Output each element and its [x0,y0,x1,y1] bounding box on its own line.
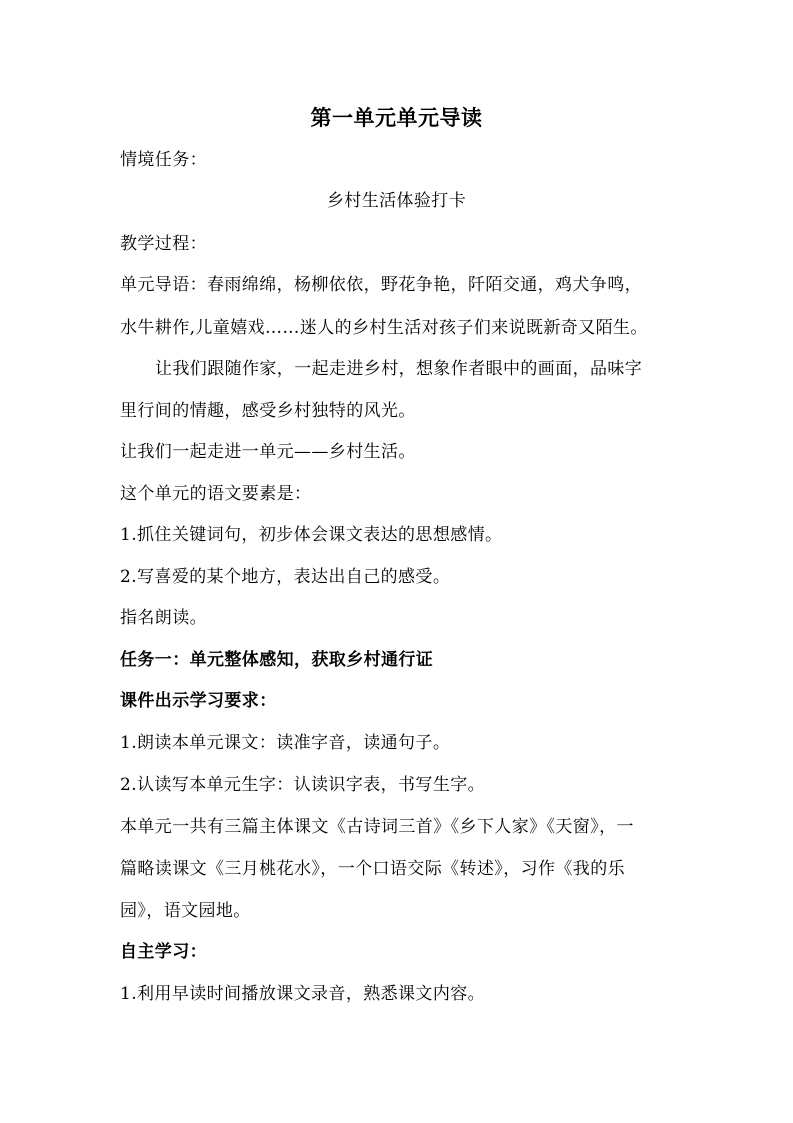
elements-label: 这个单元的语文要素是： [120,484,312,504]
intro-line-3: 让我们跟随作家，一起走进乡村，想象作者眼中的画面，品味字 [155,359,643,379]
situation-task: 乡村生活体验打卡 [326,191,467,211]
enter-unit-line: 让我们一起走进一单元——乡村生活。 [120,442,416,462]
requirements-heading: 课件出示学习要求： [120,691,277,711]
situation-label: 情境任务： [120,150,207,170]
requirement-item-2: 2.认读写本单元生字：认读识字表，书写生字。 [120,775,486,795]
intro-line-4: 里行间的情趣，感受乡村独特的风光。 [120,401,416,421]
document-title: 第一单元单元导读 [310,105,483,130]
task1-heading: 任务一：单元整体感知，获取乡村通行证 [120,650,434,670]
self-study-heading: 自主学习： [120,942,207,962]
texts-line-1: 本单元一共有三篇主体课文《古诗词三首》《乡下人家》《天窗》，一 [120,817,634,837]
requirement-item-1: 1.朗读本单元课文：读准字音，读通句子。 [120,733,451,753]
texts-line-2: 篇略读课文《三月桃花水》，一个口语交际《转述》，习作《我的乐 [120,859,625,879]
intro-line-1: 单元导语：春雨绵绵，杨柳依依，野花争艳，阡陌交通，鸡犬争鸣， [120,275,642,295]
element-item-2: 2.写喜爱的某个地方，表达出自己的感受。 [120,567,451,587]
element-item-1: 1.抓住关键词句，初步体会课文表达的思想感情。 [120,525,503,545]
texts-line-3: 园》，语文园地。 [120,901,251,921]
self-study-item-1: 1.利用早读时间播放课文录音，熟悉课文内容。 [120,984,486,1004]
intro-line-2: 水牛耕作,儿童嬉戏……迷人的乡村生活对孩子们来说既新奇又陌生。 [120,318,648,338]
process-label: 教学过程： [120,234,207,254]
read-aloud-line: 指名朗读。 [120,608,207,628]
